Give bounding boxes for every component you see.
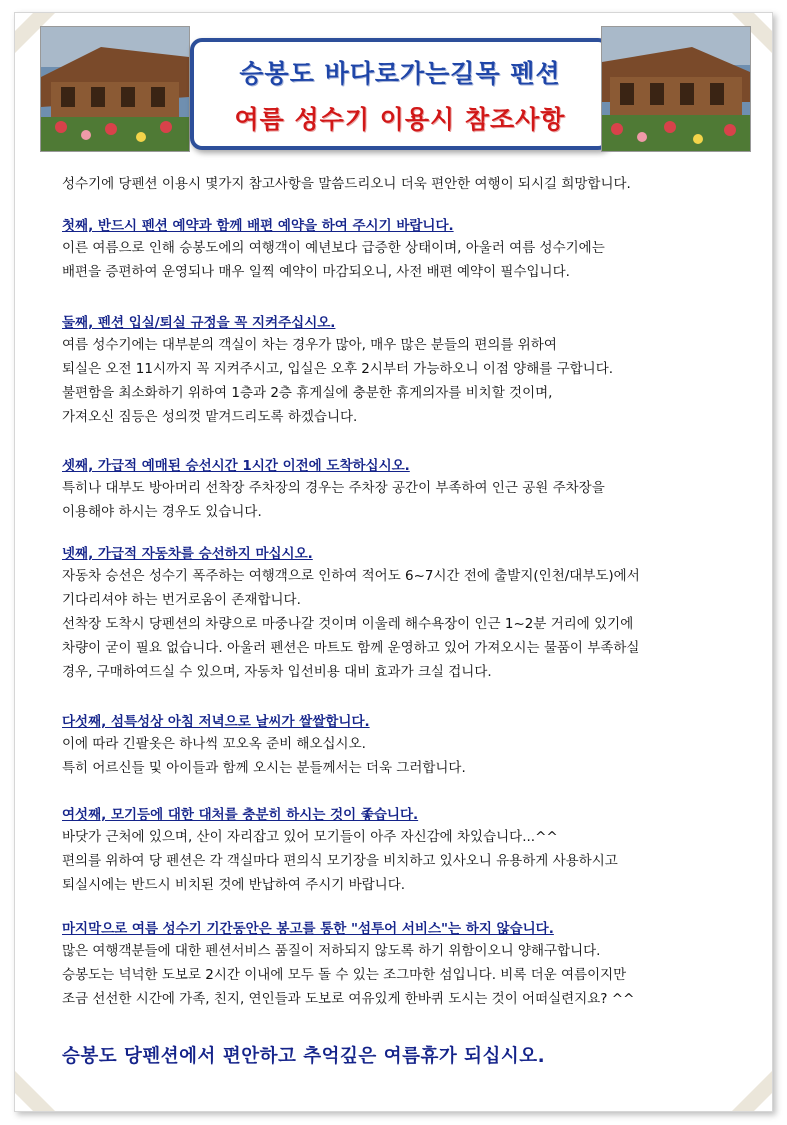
pension-photo-right bbox=[601, 26, 751, 152]
section-line: 경우, 구매하여드실 수 있으며, 자동차 입선비용 대비 효과가 크실 겁니다. bbox=[62, 664, 492, 680]
section-title: 둘째, 펜션 입실/퇴실 규정을 꼭 지켜주십시오. bbox=[62, 315, 336, 331]
section-7 bbox=[62, 919, 634, 1011]
section-title: 다섯째, 섬특성상 아침 저녁으로 날씨가 쌀쌀합니다. bbox=[62, 714, 370, 730]
section-line: 퇴실은 오전 11시까지 꼭 지켜주시고, 입실은 오후 2시부터 가능하오니 이점 양해를 구합니다. bbox=[62, 361, 614, 377]
section-line: 이에 따라 긴팔옷은 하나씩 꼬오옥 준비 해오십시오. bbox=[62, 736, 366, 752]
section-6 bbox=[62, 805, 618, 897]
section-3 bbox=[62, 456, 605, 524]
section-line: 승봉도는 넉넉한 도보로 2시간 이내에 모두 돌 수 있는 조그마한 섬입니다. 비록 더운 여름이지만 bbox=[62, 967, 627, 983]
section-line: 기다리셔야 하는 번거로움이 존재합니다. bbox=[62, 592, 301, 608]
corner-tape-bottom-left bbox=[15, 1071, 55, 1111]
section-2 bbox=[62, 313, 613, 429]
title-summer-notice: 여름 성수기 이용시 참조사항 bbox=[234, 105, 566, 134]
section-line: 여름 성수기에는 대부분의 객실이 차는 경우가 많아, 매우 많은 분들의 편의를 위하여 bbox=[62, 337, 557, 353]
section-line: 조금 선선한 시간에 가족, 친지, 연인들과 도보로 여유있게 한바퀴 도시는 것이 어떠실련지요? ^^ bbox=[62, 991, 635, 1007]
section-line: 바닷가 근처에 있으며, 산이 자리잡고 있어 모기들이 아주 자신감에 차있습니다...^^ bbox=[62, 829, 558, 845]
section-line: 특히나 대부도 방아머리 선착장 주차장의 경우는 주차장 공간이 부족하여 인근 공원 주차장을 bbox=[62, 480, 605, 496]
section-line: 불편함을 최소화하기 위하여 1층과 2층 휴게실에 충분한 휴게의자를 비치할 것이며, bbox=[62, 385, 553, 401]
section-line: 퇴실시에는 반드시 비치된 것에 반납하여 주시기 바랍니다. bbox=[62, 877, 406, 893]
section-title: 여섯째, 모기등에 대한 대처를 충분히 하시는 것이 좋습니다. bbox=[62, 807, 419, 823]
section-line: 이른 여름으로 인해 승봉도에의 여행객이 예년보다 급증한 상태이며, 아울러 여름 성수기에는 bbox=[62, 240, 605, 256]
section-line: 자동차 승선은 성수기 폭주하는 여행객으로 인하여 적어도 6~7시간 전에 출발지(인천/대부도)에서 bbox=[62, 568, 640, 584]
section-title: 마지막으로 여름 성수기 기간동안은 봉고를 통한 "섬투어 서비스"는 하지 않습니다. bbox=[62, 921, 554, 937]
section-title: 첫째, 반드시 펜션 예약과 함께 배편 예약을 하여 주시기 바랍니다. bbox=[62, 218, 454, 234]
pension-photo-left bbox=[40, 26, 190, 152]
section-line: 이용해야 하시는 경우도 있습니다. bbox=[62, 504, 262, 520]
closing-message: 승봉도 당펜션에서 편안하고 추억깊은 여름휴가 되십시오. bbox=[62, 1046, 546, 1067]
corner-tape-bottom-right bbox=[732, 1071, 772, 1111]
title-box bbox=[190, 38, 610, 150]
header-banner bbox=[40, 26, 751, 152]
section-line: 배편을 증편하여 운영되나 매우 일찍 예약이 마감되오니, 사전 배편 예약이 필수입니다. bbox=[62, 264, 570, 280]
section-title: 넷째, 가급적 자동차를 승선하지 마십시오. bbox=[62, 546, 313, 562]
title-pension-name: 승봉도 바다로가는길목 펜션 bbox=[239, 59, 561, 88]
section-5 bbox=[62, 712, 466, 780]
section-line: 편의를 위하여 당 펜션은 각 객실마다 편의식 모기장을 비치하고 있사오니 유용하게 사용하시고 bbox=[62, 853, 618, 869]
section-line: 가져오신 짐등은 성의껏 맡겨드리도록 하겠습니다. bbox=[62, 409, 358, 425]
intro-text: 성수기에 당펜션 이용시 몇가지 참고사항을 말씀드리오니 더욱 편안한 여행이 되시길 희망합니다. bbox=[62, 176, 631, 192]
section-line: 많은 여행객분들에 대한 펜션서비스 품질이 저하되지 않도록 하기 위함이오니 양해구합니다. bbox=[62, 943, 601, 959]
section-1 bbox=[62, 216, 605, 284]
section-line: 차량이 굳이 필요 없습니다. 아울러 펜션은 마트도 함께 운영하고 있어 가져오시는 물품이 부족하실 bbox=[62, 640, 640, 656]
section-title: 셋째, 가급적 예매된 승선시간 1시간 이전에 도착하십시오. bbox=[62, 458, 410, 474]
section-line: 선착장 도착시 당펜션의 차량으로 마중나갈 것이며 이울레 해수욕장이 인근 1~2분 거리에 있기에 bbox=[62, 616, 634, 632]
section-line: 특히 어르신들 및 아이들과 함께 오시는 분들께서는 더욱 그러합니다. bbox=[62, 760, 466, 776]
section-4 bbox=[62, 544, 640, 684]
